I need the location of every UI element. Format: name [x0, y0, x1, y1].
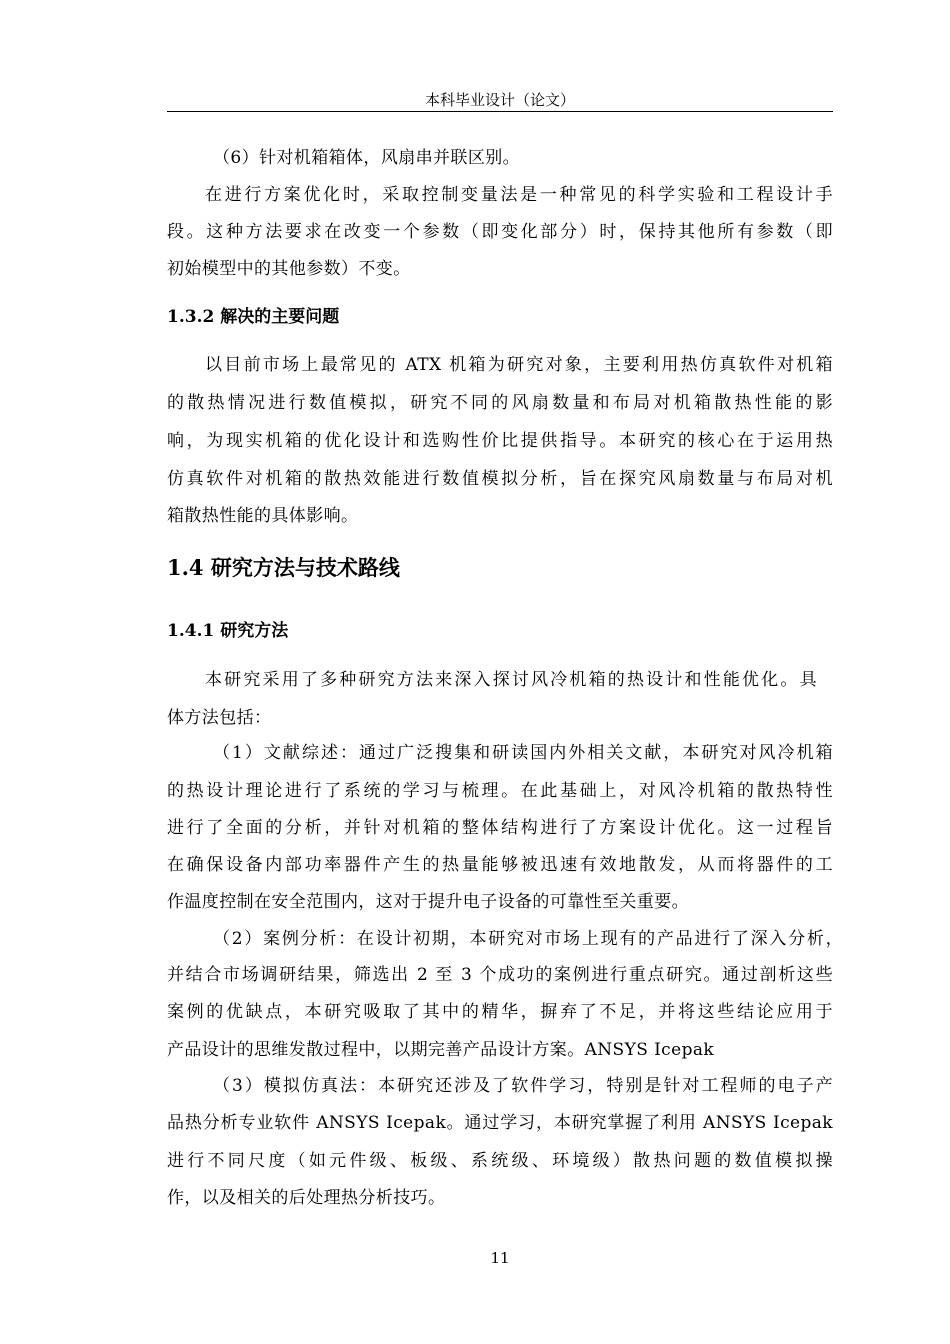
section-heading-1-3-2: 1.3.2 解决的主要问题 [167, 307, 340, 327]
header-divider [167, 111, 833, 112]
list-item-2: （2）案例分析：在设计初期，本研究对市场上现有的产品进行了深入分析， [213, 929, 843, 949]
paragraph-line: 段。这种方法要求在改变一个参数（即变化部分）时，保持其他所有参数（即 [167, 222, 833, 242]
paragraph-line: 箱散热性能的具体影响。 [167, 506, 359, 526]
paragraph-line: 响，为现实机箱的优化设计和选购性价比提供指导。本研究的核心在于运用热 [167, 431, 833, 451]
paragraph-line: 在进行方案优化时，采取控制变量法是一种常见的科学实验和工程设计手 [205, 185, 833, 205]
paragraph-line: 本研究采用了多种研究方法来深入探讨风冷机箱的热设计和性能优化。具 [205, 670, 817, 690]
paragraph-line: 以目前市场上最常见的 ATX 机箱为研究对象，主要利用热仿真软件对机箱 [205, 355, 833, 375]
paragraph-line: 品热分析专业软件 ANSYS Icepak。通过学习，本研究掌握了利用 ANSYS Icepak [167, 1113, 833, 1133]
paragraph-line: 作，以及相关的后处理热分析技巧。 [167, 1188, 446, 1208]
paragraph-line: 的热设计理论进行了系统的学习与梳理。在此基础上，对风冷机箱的散热特性 [167, 781, 833, 801]
list-item-3: （3）模拟仿真法：本研究还涉及了软件学习，特别是针对工程师的电子产 [213, 1076, 833, 1096]
paragraph-line: 初始模型中的其他参数）不变。 [167, 259, 411, 279]
list-item-1: （1）文献综述：通过广泛搜集和研读国内外相关文献，本研究对风冷机箱 [213, 743, 833, 763]
paragraph-line: 在确保设备内部功率器件产生的热量能够被迅速有效地散发，从而将器件的工 [167, 855, 833, 875]
list-item-6: （6）针对机箱箱体，风扇串并联区别。 [213, 148, 521, 168]
paragraph-line: 进行了全面的分析，并针对机箱的整体结构进行了方案设计优化。这一过程旨 [167, 818, 833, 838]
paragraph-line: 的散热情况进行数值模拟，研究不同的风扇数量和布局对机箱散热性能的影 [167, 393, 833, 413]
paragraph-line: 体方法包括： [167, 708, 272, 728]
paragraph-line: 产品设计的思维发散过程中，以期完善产品设计方案。ANSYS Icepak [167, 1040, 715, 1060]
page-number: 11 [490, 1249, 510, 1267]
paragraph-line: 进行不同尺度（如元件级、板级、系统级、环境级）散热问题的数值模拟操 [167, 1151, 833, 1171]
section-heading-1-4-1: 1.4.1 研究方法 [167, 621, 289, 641]
paragraph-line: 并结合市场调研结果，筛选出 2 至 3 个成功的案例进行重点研究。通过剖析这些 [167, 965, 833, 985]
paragraph-line: 作温度控制在安全范围内，这对于提升电子设备的可靠性至关重要。 [167, 892, 689, 912]
paragraph-line: 案例的优缺点，本研究吸取了其中的精华，摒弃了不足，并将这些结论应用于 [167, 1002, 833, 1022]
page-header: 本科毕业设计（论文） [424, 91, 575, 109]
paragraph-line: 仿真软件对机箱的散热效能进行数值模拟分析，旨在探究风扇数量与布局对机 [167, 469, 833, 489]
section-heading-1-4: 1.4 研究方法与技术路线 [167, 555, 400, 580]
